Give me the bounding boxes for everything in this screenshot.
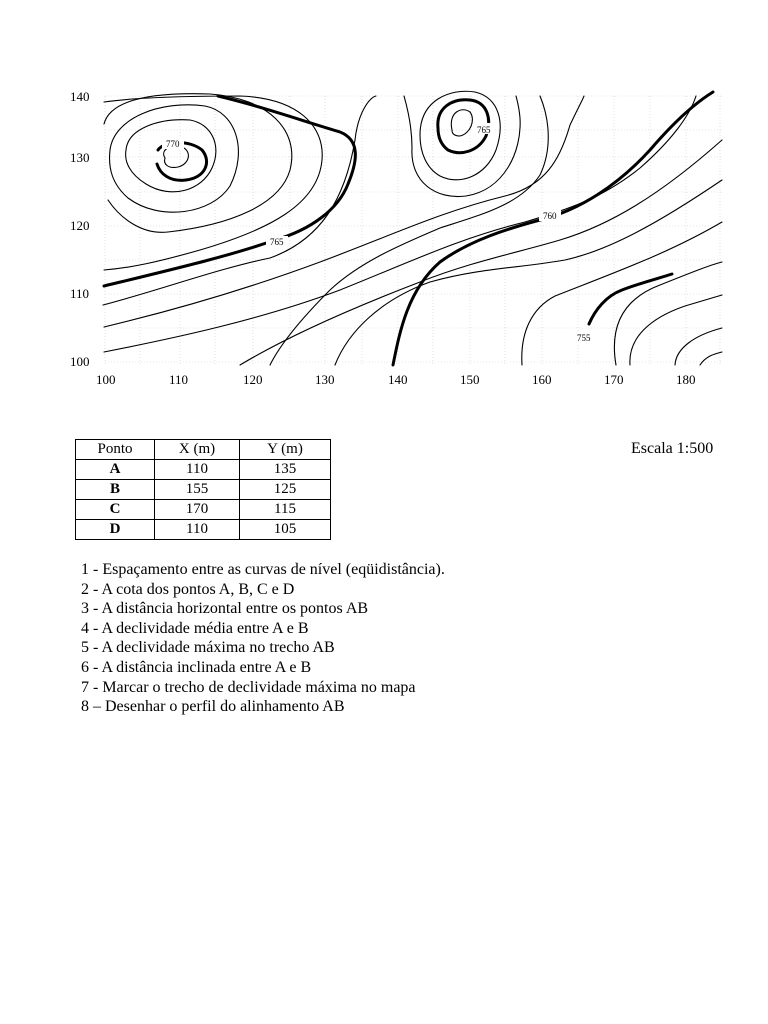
contour-map — [0, 0, 768, 400]
contour-label: 755 — [577, 333, 591, 343]
contour-label: 760 — [543, 211, 557, 221]
y-tick-label: 100 — [70, 354, 90, 369]
point-x: 110 — [155, 520, 240, 540]
question-item: 6 - A distância inclinada entre A e B — [81, 658, 312, 676]
header-x: X (m) — [155, 440, 240, 460]
point-y: 115 — [240, 500, 331, 520]
question-list — [81, 560, 445, 717]
question-item: 3 - A distância horizontal entre os pontos AB — [81, 600, 369, 618]
x-tick-label: 160 — [532, 372, 552, 387]
point-name: A — [76, 460, 155, 480]
scale-label: Escala 1:500 — [631, 440, 714, 457]
y-tick-label: 120 — [70, 218, 90, 233]
contour-lines — [103, 91, 722, 365]
x-tick-label: 110 — [169, 372, 189, 387]
point-y: 135 — [240, 460, 331, 480]
x-tick-label: 100 — [96, 372, 116, 387]
x-tick-label: 120 — [243, 372, 263, 387]
header-ponto: Ponto — [76, 440, 155, 460]
contour-label: 770 — [166, 139, 180, 149]
point-y: 105 — [240, 520, 331, 540]
question-item: 5 - A declividade máxima no trecho AB — [81, 639, 335, 657]
point-name: D — [76, 520, 155, 540]
point-x: 155 — [155, 480, 240, 500]
point-x: 170 — [155, 500, 240, 520]
point-name: B — [76, 480, 155, 500]
table-row — [76, 500, 331, 520]
x-tick-label: 130 — [315, 372, 335, 387]
table-header-row — [76, 440, 331, 460]
x-axis-labels — [96, 372, 696, 387]
question-item: 4 - A declividade média entre A e B — [81, 619, 309, 637]
x-tick-label: 180 — [676, 372, 696, 387]
y-tick-label: 140 — [70, 89, 90, 104]
point-y: 125 — [240, 480, 331, 500]
points-table — [75, 439, 331, 540]
contour-label: 765 — [270, 237, 284, 247]
x-tick-label: 150 — [460, 372, 480, 387]
question-item: 7 - Marcar o trecho de declividade máxima no mapa — [81, 678, 416, 696]
table-row — [76, 520, 331, 540]
x-tick-label: 170 — [604, 372, 624, 387]
table-row — [76, 480, 331, 500]
x-tick-label: 140 — [388, 372, 408, 387]
question-item: 2 - A cota dos pontos A, B, C e D — [81, 580, 295, 598]
table-row — [76, 460, 331, 480]
point-x: 110 — [155, 460, 240, 480]
question-item: 8 – Desenhar o perfil do alinhamento AB — [81, 698, 345, 716]
contour-label: 765 — [477, 125, 491, 135]
y-axis-labels — [70, 89, 90, 369]
header-y: Y (m) — [240, 440, 331, 460]
index-contours — [104, 92, 713, 365]
point-name: C — [76, 500, 155, 520]
map-grid — [105, 96, 722, 365]
question-item: 1 - Espaçamento entre as curvas de nível (eqüidistância). — [81, 561, 445, 578]
y-tick-label: 130 — [70, 150, 90, 165]
y-tick-label: 110 — [70, 286, 90, 301]
